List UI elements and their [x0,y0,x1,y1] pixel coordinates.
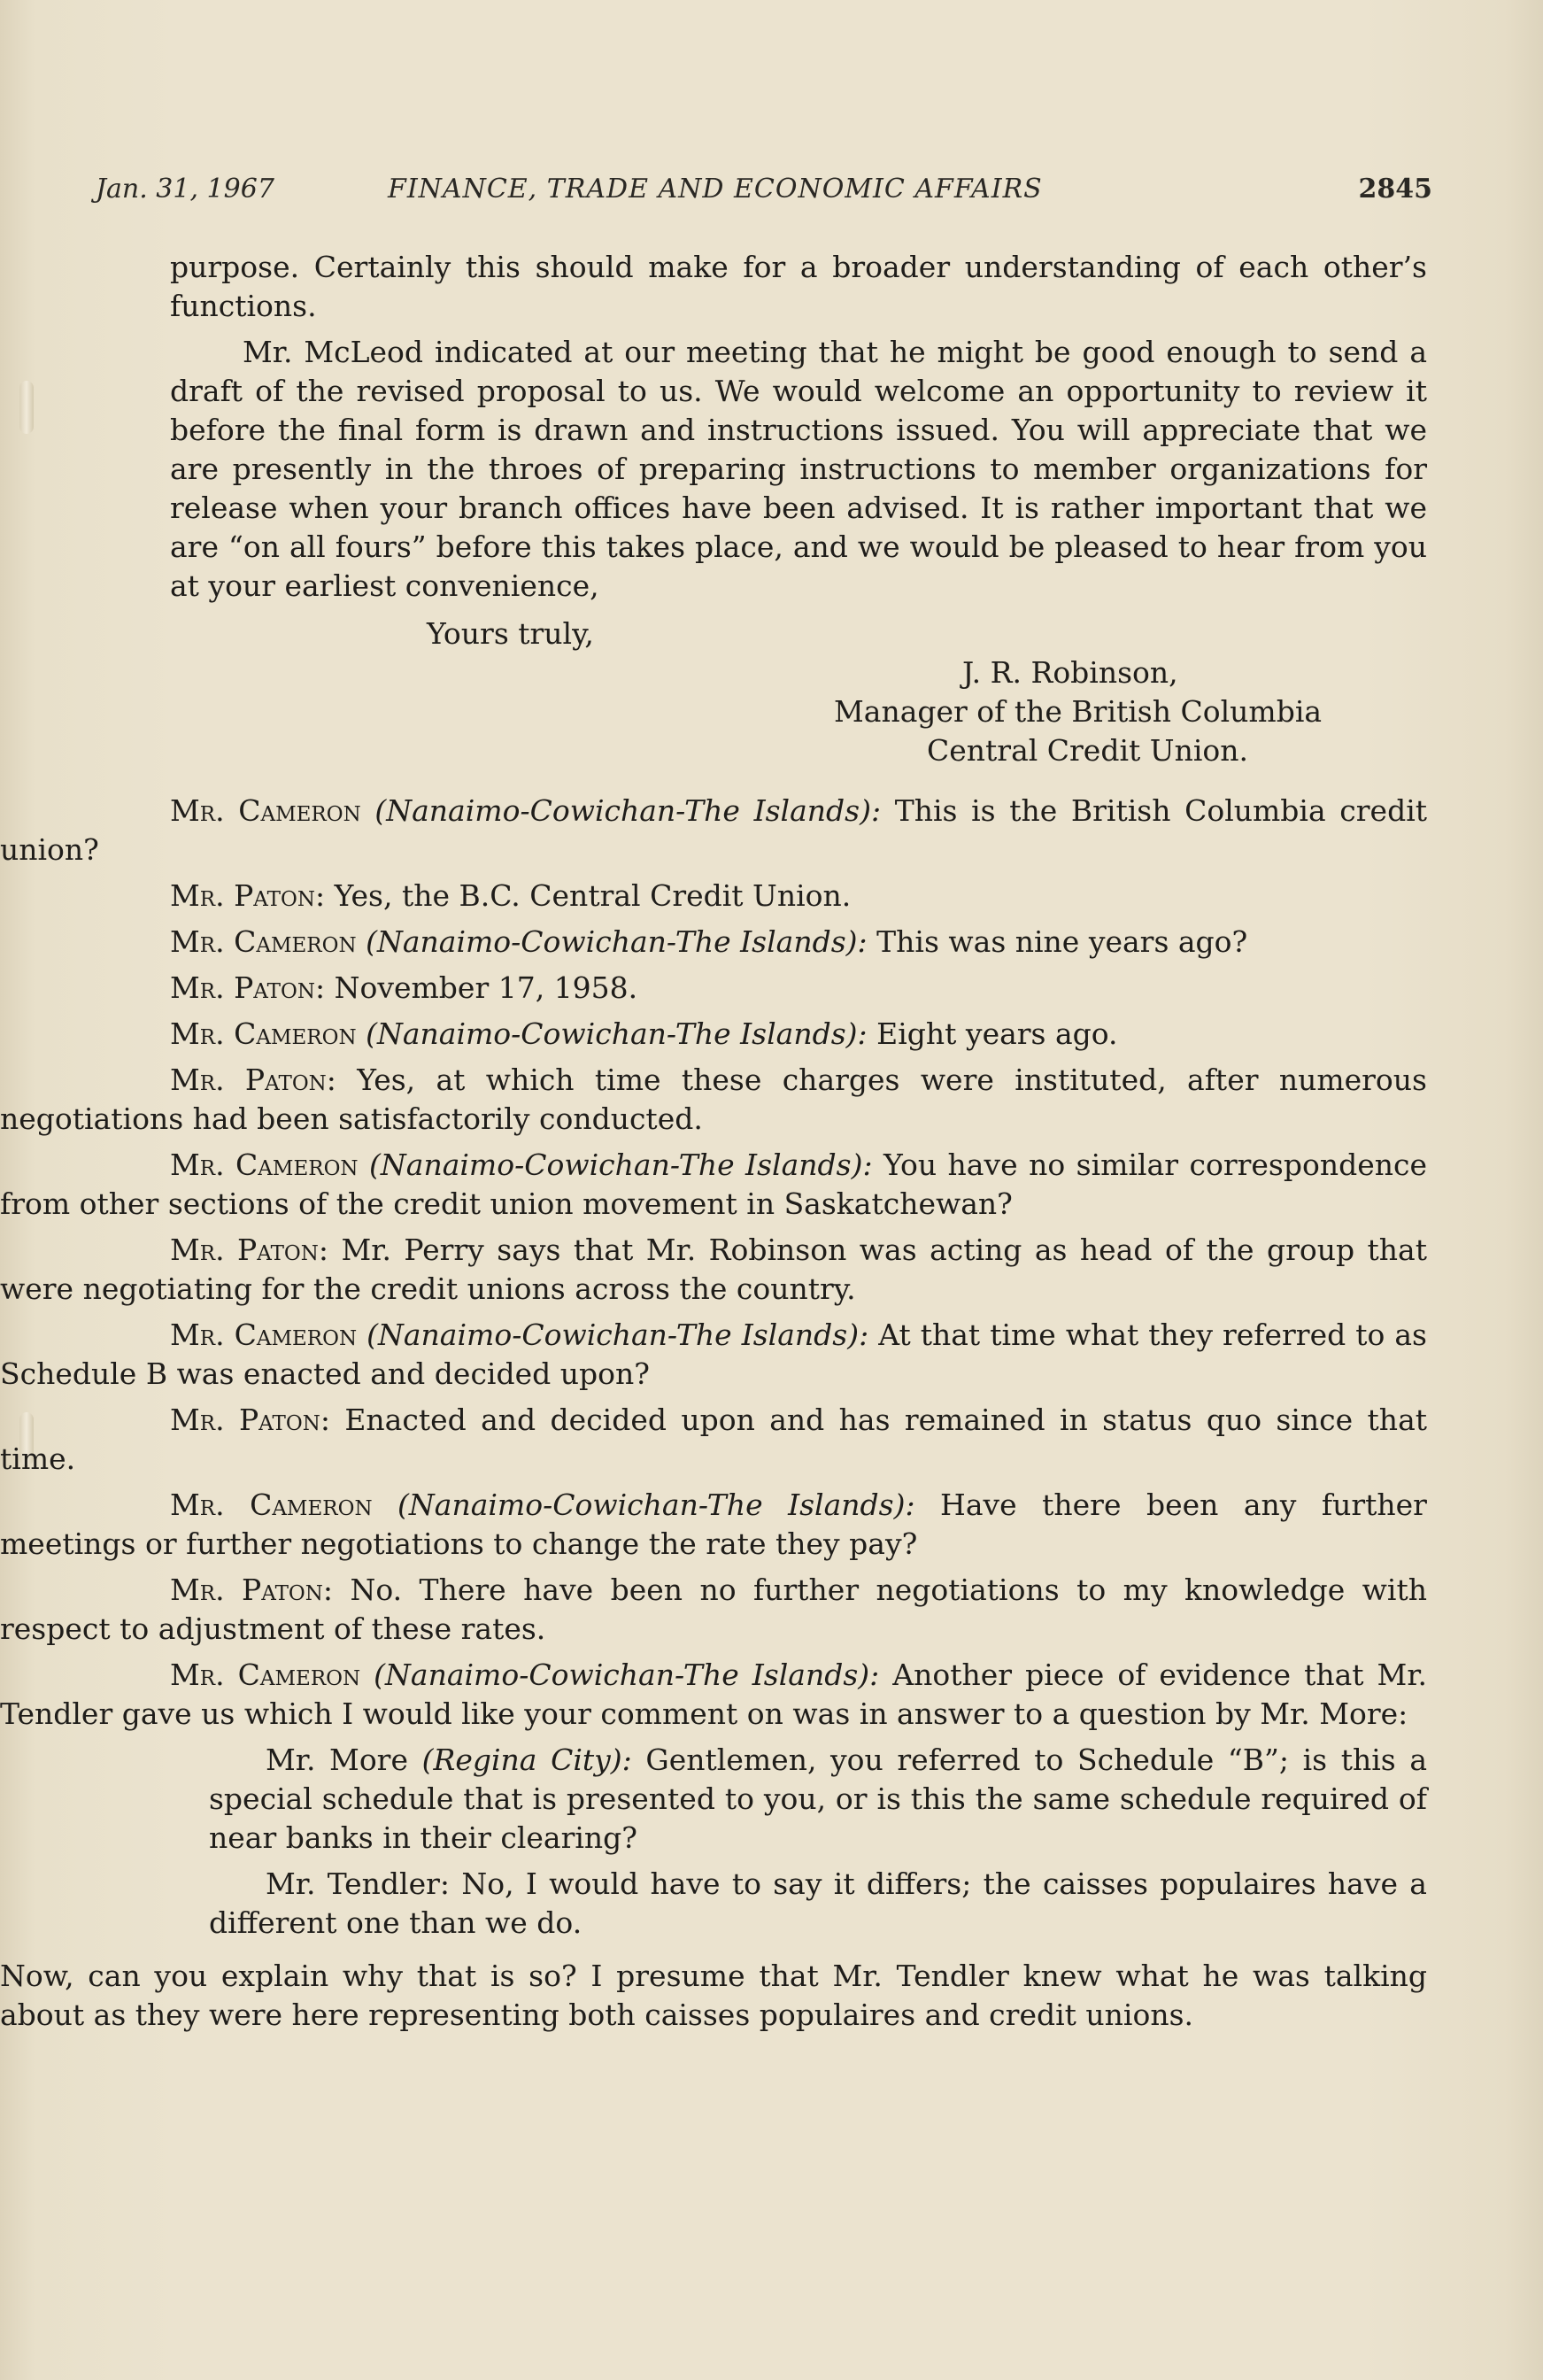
speaker-name: Mr. Cameron [170,1148,359,1182]
testimony-paragraph [0,1015,1427,1054]
speaker-riding: (Nanaimo-Cowichan-The Islands): [397,1488,915,1522]
header-title: FINANCE, TRADE AND ECONOMIC AFFAIRS [388,174,1043,205]
header-date: Jan. 31, 1967 [96,174,274,205]
quoted-testimony [209,1741,1427,1858]
testimony-paragraph [0,792,1427,869]
testimony-paragraph [0,1146,1427,1224]
testimony-text: Enacted and decided upon and has remained in status quo since that time. [0,1402,1428,1476]
speaker-name: Mr. Paton: [170,878,326,913]
testimony-text: Yes, the B.C. Central Credit Union. [334,878,852,913]
speaker-name: Mr. Paton: [170,1232,329,1267]
testimony-text: November 17, 1958. [334,970,638,1005]
testimony-paragraph [0,1061,1427,1139]
speaker-name: Mr. Paton: [170,1062,336,1097]
testimony-text: Mr. Perry says that Mr. Robinson was acting as head of the group that were negotiating for the credit unions across the country. [0,1232,1427,1306]
speaker-name: Mr. Cameron [170,924,357,959]
speaker-riding: (Nanaimo-Cowichan-The Islands): [366,924,868,959]
quoted-speaker: Mr. Tendler: [266,1866,451,1901]
testimony-text: This is the British Columbia credit union? [0,793,1428,867]
speaker-riding: (Nanaimo-Cowichan-The Islands): [366,1016,868,1051]
testimony-text: At that time what they referred to as Schedule B was enacted and decided upon? [0,1318,1427,1391]
testimony-paragraph [0,1656,1427,1734]
testimony-text: Yes, at which time these charges were instituted, after numerous negotiations had been satisfactorily conducted. [0,1062,1427,1136]
signer-title: Manager of the British Columbia [834,694,1323,729]
testimony-text: This was nine years ago? [876,924,1248,959]
speaker-name: Mr. Paton: [170,1402,330,1437]
speaker-name: Mr. Cameron [170,1488,373,1522]
speaker-name: Mr. Cameron [170,793,361,828]
speaker-name: Mr. Cameron [170,1318,358,1352]
testimony-text: You have no similar correspondence from other sections of the credit union movement in Saskatchewan? [0,1148,1427,1221]
testimony-paragraph [0,969,1427,1008]
speaker-name: Mr. Cameron [170,1016,357,1051]
speaker-name: Mr. Paton: [170,1572,334,1607]
binding-hole [19,381,34,434]
letter-closing: Yours truly, [427,616,594,651]
running-header [96,174,1432,209]
letter-signoff [170,614,1427,770]
speaker-name: Mr. Paton: [170,970,326,1005]
quoted-text: Gentlemen, you referred to Schedule “B”; is this a special schedule that is presented to you, or is this the same schedule required of near banks in their clearing? [209,1742,1427,1855]
testimony-paragraph [0,1316,1427,1394]
quoted-text: No, I would have to say it differs; the caisses populaires have a different one than we do. [209,1866,1427,1940]
page-body [0,248,1428,2042]
testimony-paragraph [0,1231,1427,1309]
testimony-text: Eight years ago. [876,1016,1118,1051]
letter-paragraph: purpose. Certainly this should make for a broader understanding of each other’s functions. [170,250,1427,323]
testimony-text: Have there been any further meetings or further negotiations to change the rate they pay? [0,1488,1427,1561]
testimony-text: No. There have been no further negotiations to my knowledge with respect to adjustment of these rates. [0,1572,1427,1646]
testimony-text: Another piece of evidence that Mr. Tendler gave us which I would like your comment on was in answer to a question by Mr. More: [0,1658,1427,1731]
quoted-testimony [209,1865,1427,1943]
testimony-paragraph [0,1571,1427,1649]
testimony-paragraph [0,877,1427,916]
page-number: 2845 [1358,174,1432,205]
quoted-speaker: Mr. More [266,1742,408,1777]
speaker-riding: (Nanaimo-Cowichan-The Islands): [374,793,882,828]
letter-paragraph: Mr. McLeod indicated at our meeting that he might be good enough to send a draft of the revised proposal to us. We would welcome an opportunity to review it before the final form is drawn and instructions issued. You will appreciate that we are presently in the throes of preparing instructions to member organizations for release when your branch offices have been advised. It is rather important that we are “on all fours” before this takes place, and we would be pleased to hear from you at your earliest convenience, [170,335,1427,603]
testimony-paragraph [0,1486,1427,1564]
speaker-name: Mr. Cameron [170,1658,361,1692]
speaker-riding: (Nanaimo-Cowichan-The Islands): [366,1318,869,1352]
signer-name: J. R. Robinson, [962,655,1178,690]
quoted-riding: (Regina City): [421,1742,632,1777]
testimony-paragraph [0,1401,1427,1479]
speaker-riding: (Nanaimo-Cowichan-The Islands): [369,1148,873,1182]
speaker-riding: (Nanaimo-Cowichan-The Islands): [374,1658,880,1692]
closing-paragraph: Now, can you explain why that is so? I presume that Mr. Tendler knew what he was talking about as they were here representing both caisses populaires and credit unions. [0,1959,1427,2032]
signer-title: Central Credit Union. [927,733,1248,768]
testimony-paragraph [0,923,1427,962]
